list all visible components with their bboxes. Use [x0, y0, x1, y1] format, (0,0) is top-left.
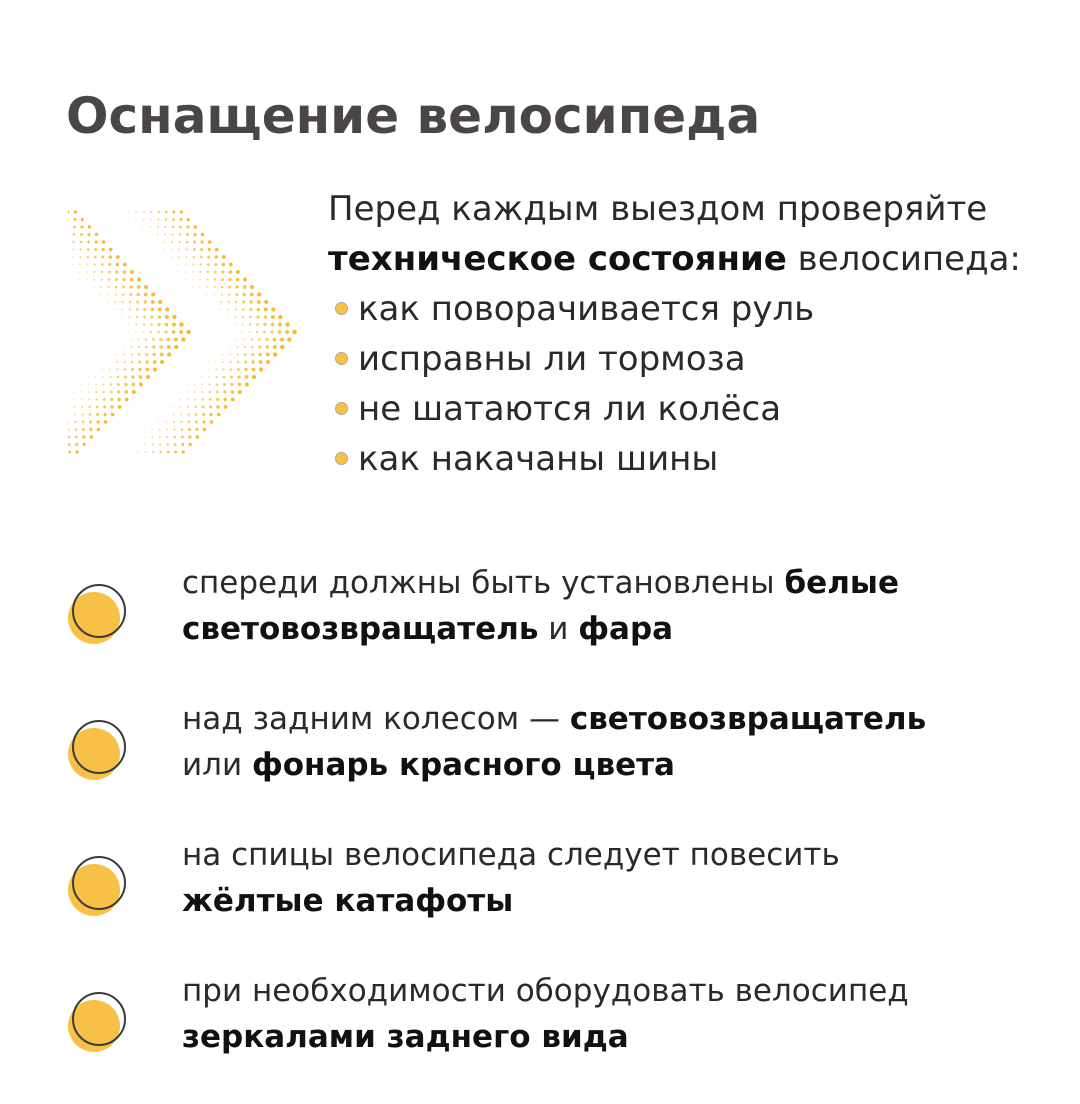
- equipment-line-1: [182, 968, 1062, 1014]
- equipment-text: [182, 560, 1062, 652]
- equipment-highlight: белые: [785, 565, 899, 601]
- checklist-item-label: как накачаны шины: [358, 439, 718, 479]
- checklist: [328, 284, 1073, 484]
- equipment-text-part: над задним колесом —: [182, 701, 570, 737]
- checklist-item-label: не шатаются ли колёса: [358, 389, 781, 429]
- checklist-item: [328, 284, 1073, 334]
- intro-line-2: [328, 234, 1073, 284]
- intro-line-1: [328, 184, 1073, 234]
- equipment-highlight: фара: [578, 611, 673, 647]
- equipment-highlight: зеркалами заднего вида: [182, 1019, 629, 1055]
- equipment-line-1: [182, 696, 1062, 742]
- equipment-line-2: [182, 606, 1062, 652]
- checklist-item: [328, 384, 1073, 434]
- equipment-item-spokes: [0, 832, 1080, 968]
- equipment-text: [182, 968, 1062, 1060]
- equipment-text-part: при необходимости оборудовать велосипед: [182, 973, 909, 1009]
- bullet-dot-icon: [335, 402, 348, 415]
- equipment-item-rear: [0, 696, 1080, 832]
- equipment-highlight: фонарь красного цвета: [252, 747, 675, 783]
- intro-highlight: техническое состояние: [328, 239, 787, 279]
- equipment-highlight: световозвращатель: [182, 611, 538, 647]
- circle-marker-icon: [66, 718, 130, 782]
- checklist-item: [328, 434, 1073, 484]
- checklist-item-label: исправны ли тормоза: [358, 339, 746, 379]
- equipment-line-2: [182, 742, 1062, 788]
- page-title: Оснащение велосипеда: [66, 84, 760, 148]
- equipment-highlight: жёлтые катафоты: [182, 883, 513, 919]
- intro-suffix: велосипеда:: [787, 239, 1021, 279]
- equipment-text-part: и: [538, 611, 578, 647]
- equipment-text-part: спереди должны быть установлены: [182, 565, 785, 601]
- equipment-item-mirrors: [0, 968, 1080, 1104]
- equipment-line-2: [182, 1014, 1062, 1060]
- equipment-list: [0, 560, 1080, 1104]
- checklist-item-label: как поворачивается руль: [358, 289, 814, 329]
- equipment-text-part: на спицы велосипеда следует повесить: [182, 837, 840, 873]
- equipment-text: [182, 696, 1062, 788]
- circle-marker-icon: [66, 990, 130, 1054]
- bullet-dot-icon: [335, 352, 348, 365]
- double-chevron-icon: [68, 208, 308, 458]
- circle-marker-icon: [66, 854, 130, 918]
- equipment-line-2: [182, 878, 1062, 924]
- checklist-item: [328, 334, 1073, 384]
- equipment-line-1: [182, 560, 1062, 606]
- circle-marker-icon: [66, 582, 130, 646]
- equipment-text: [182, 832, 1062, 924]
- intro-text: Перед каждым выездом проверяйте: [328, 189, 987, 229]
- equipment-highlight: световозвращатель: [570, 701, 926, 737]
- equipment-text-part: или: [182, 747, 252, 783]
- inspection-block: [328, 184, 1073, 484]
- bullet-dot-icon: [335, 452, 348, 465]
- bullet-dot-icon: [335, 302, 348, 315]
- equipment-line-1: [182, 832, 1062, 878]
- equipment-item-front: [0, 560, 1080, 696]
